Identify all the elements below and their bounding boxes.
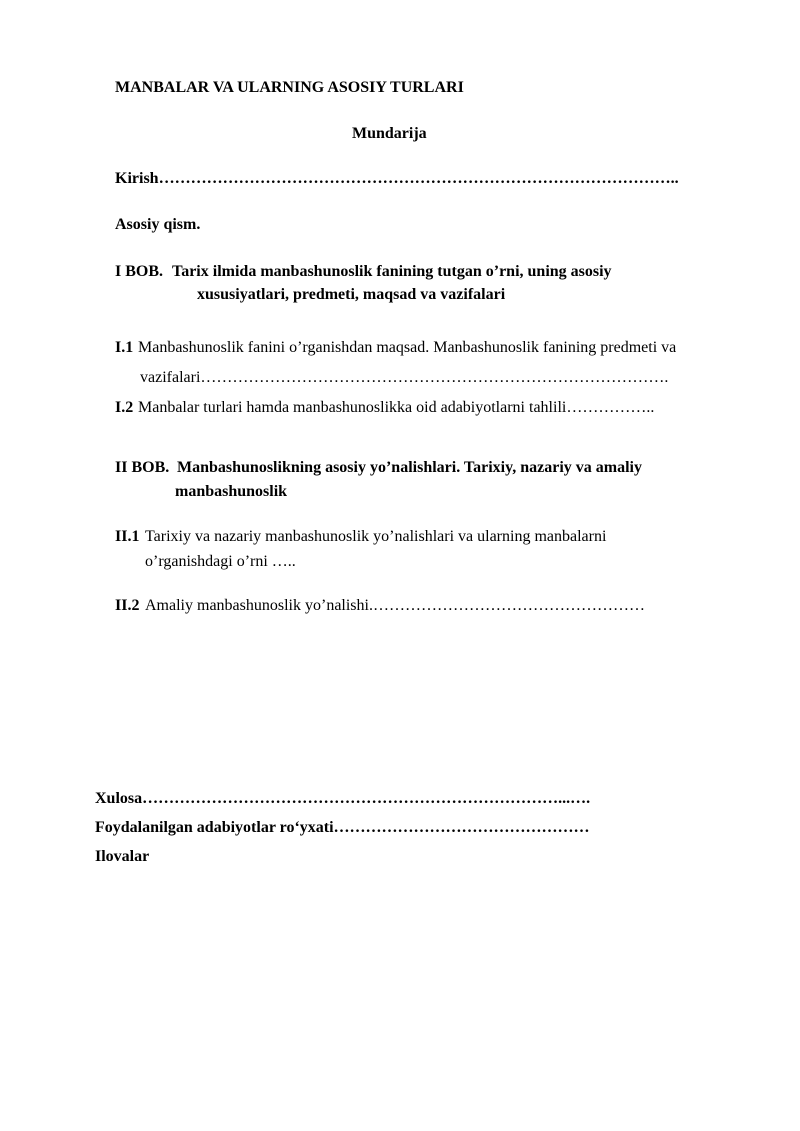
toc-appendices: Ilovalar [95,848,150,865]
section-1-2-number: I.2 [115,399,134,416]
toc-references: Foydalanilgan adabiyotlar ro‘yxati………………………………………… [95,819,590,836]
chapter2-title-line2: manbashunoslik [175,483,288,500]
section-1-1-number: I.1 [115,339,134,356]
contents-heading: Mundarija [352,125,427,142]
section-2-2-text: Amaliy manbashunoslik yo’nalishi.…………………………………………… [145,597,645,614]
section-2-1-number: II.1 [115,528,140,545]
section-2-2-number: II.2 [115,597,140,614]
section-2-1-text-line2: o’rganishdagi o’rni ….. [145,553,296,570]
section-2-1-text-line1: Tarixiy va nazariy manbashunoslik yo’nalishlari va ularning manbalarni [145,528,607,545]
section-1-1-text-line1: Manbashunoslik fanini o’rganishdan maqsad. Manbashunoslik fanining predmeti va [138,339,677,356]
toc-conclusion: Xulosa……………………………………………………………………...…. [95,790,591,807]
toc-main-part: Asosiy qism. [115,216,201,233]
chapter2-title-line1: Manbashunoslikning asosiy yo’nalishlari. Tarixiy, nazariy va amaliy [177,459,642,476]
chapter1-label: I BOB. [115,263,164,280]
section-1-1-text-line2: vazifalari……………………………………………………………………………. [140,369,669,386]
chapter1-title-line2: xususiyatlari, predmeti, maqsad va vazifalari [197,286,506,303]
document-title: MANBALAR VA ULARNING ASOSIY TURLARI [115,79,464,96]
chapter1-title-line1: Tarix ilmida manbashunoslik fanining tutgan o’rni, uning asosiy [172,263,612,280]
chapter2-label: II BOB. [115,459,170,476]
toc-intro: Kirish…………………………………………………………………………………….. [115,170,679,187]
section-1-2-text: Manbalar turlari hamda manbashunoslikka oid adabiyotlarni tahlili…………….. [138,399,655,416]
